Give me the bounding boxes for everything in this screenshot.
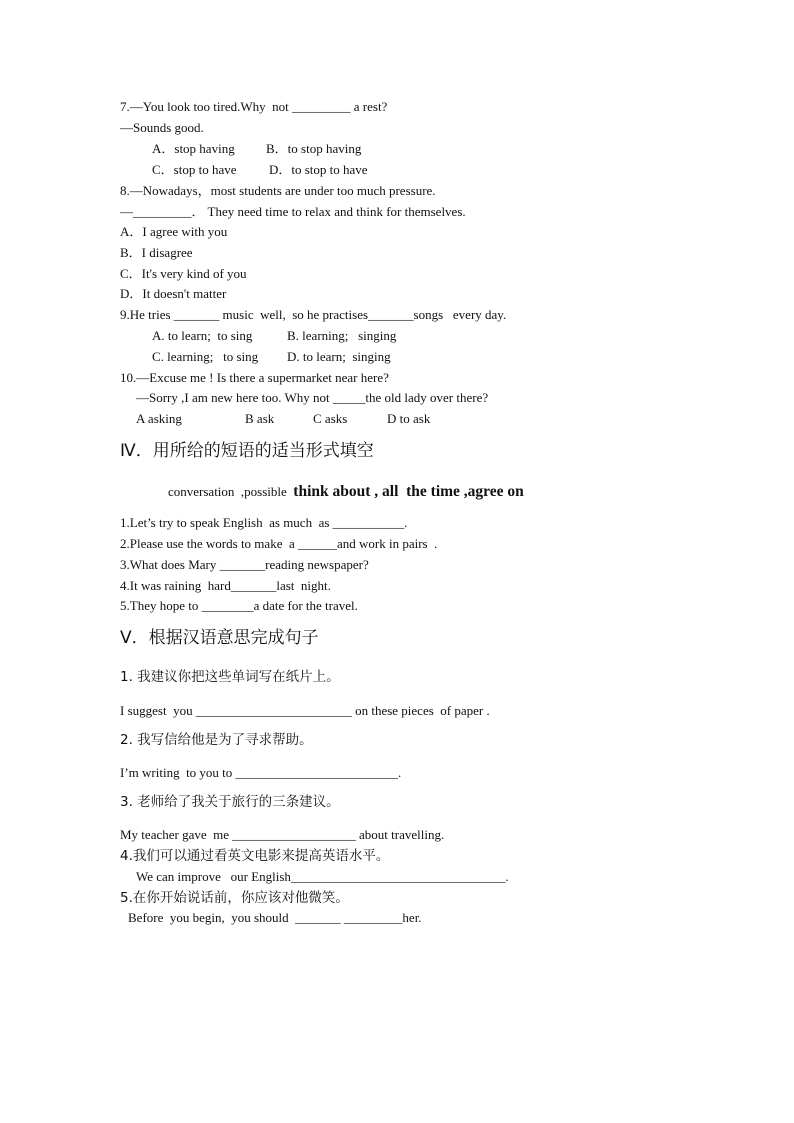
section-4-item-3: 3.What does Mary _______reading newspaper? [120,557,369,572]
q7-option-d: D．to stop to have [269,162,368,177]
section-4-item-4: 4.It was raining hard_______last night. [120,578,331,593]
section-5-item-1-en: I suggest you ________________________ on these pieces of paper . [120,703,490,718]
q10-stem: 10.—Excuse me ! Is there a supermarket near here? [120,370,389,385]
q7-option-c: C．stop to have [152,162,237,177]
section-5-item-3-en: My teacher gave me ___________________ about travelling. [120,827,445,842]
q7-option-b: B．to stop having [266,141,362,156]
q7-response: —Sounds good. [120,120,204,135]
q10-option-b: B ask [245,411,275,426]
q9-stem: 9.He tries _______ music well, so he practises_______songs every day. [120,307,507,322]
q7-stem: 7.—You look too tired.Why not _________ a rest? [120,99,388,114]
word-bank [168,482,524,502]
q10-response: —Sorry ,I am new here too. Why not _____the old lady over there? [136,390,489,405]
section-5-item-2-cn: 2. 我写信给他是为了寻求帮助。 [120,732,313,748]
section-5-item-4-en: We can improve our English_________________________________. [136,869,509,884]
q8-option-a: A．I agree with you [120,224,228,239]
q9-option-b: B. learning; singing [287,328,397,343]
section-5-item-3-cn: 3. 老师给了我关于旅行的三条建议。 [120,794,340,810]
section-4-item-1: 1.Let’s try to speak English as much as ___________. [120,515,408,530]
section-5-heading: Ⅴ．根据汉语意思完成句子 [120,628,319,648]
section-5-item-5-en: Before you begin, you should _______ _________her. [128,910,422,925]
q9-option-c: C. learning; to sing [152,349,259,364]
word-bank-small: conversation ,possible [168,484,287,499]
section-4-item-5: 5.They hope to ________a date for the travel. [120,598,358,613]
section-5-item-4-cn: 4.我们可以通过看英文电影来提高英语水平。 [120,848,390,864]
q10-option-c: C asks [313,411,348,426]
q10-option-d: D to ask [387,411,431,426]
q10-option-a: A asking [136,411,182,426]
q9-option-a: A. to learn; to sing [152,328,253,343]
q8-option-c: C．It's very kind of you [120,266,247,281]
section-4-item-2: 2.Please use the words to make a ______and work in pairs . [120,536,438,551]
section-5-item-1-cn: 1. 我建议你把这些单词写在纸片上。 [120,669,340,685]
q8-stem: 8.—Nowadays，most students are under too much pressure. [120,183,436,198]
word-bank-bold: think about , all the time ,agree on [293,483,524,500]
q8-option-b: B．I disagree [120,245,193,260]
section-5-item-2-en: I’m writing to you to _________________________. [120,765,402,780]
q7-option-a: A．stop having [152,141,235,156]
q8-response: —_________． They need time to relax and think for themselves. [120,204,466,219]
section-5-item-5-cn: 5.在你开始说话前，你应该对他微笑。 [120,890,349,906]
q8-option-d: D．It doesn't matter [120,286,227,301]
q9-option-d: D. to learn; singing [287,349,391,364]
section-4-heading: Ⅳ．用所给的短语的适当形式填空 [120,441,374,461]
